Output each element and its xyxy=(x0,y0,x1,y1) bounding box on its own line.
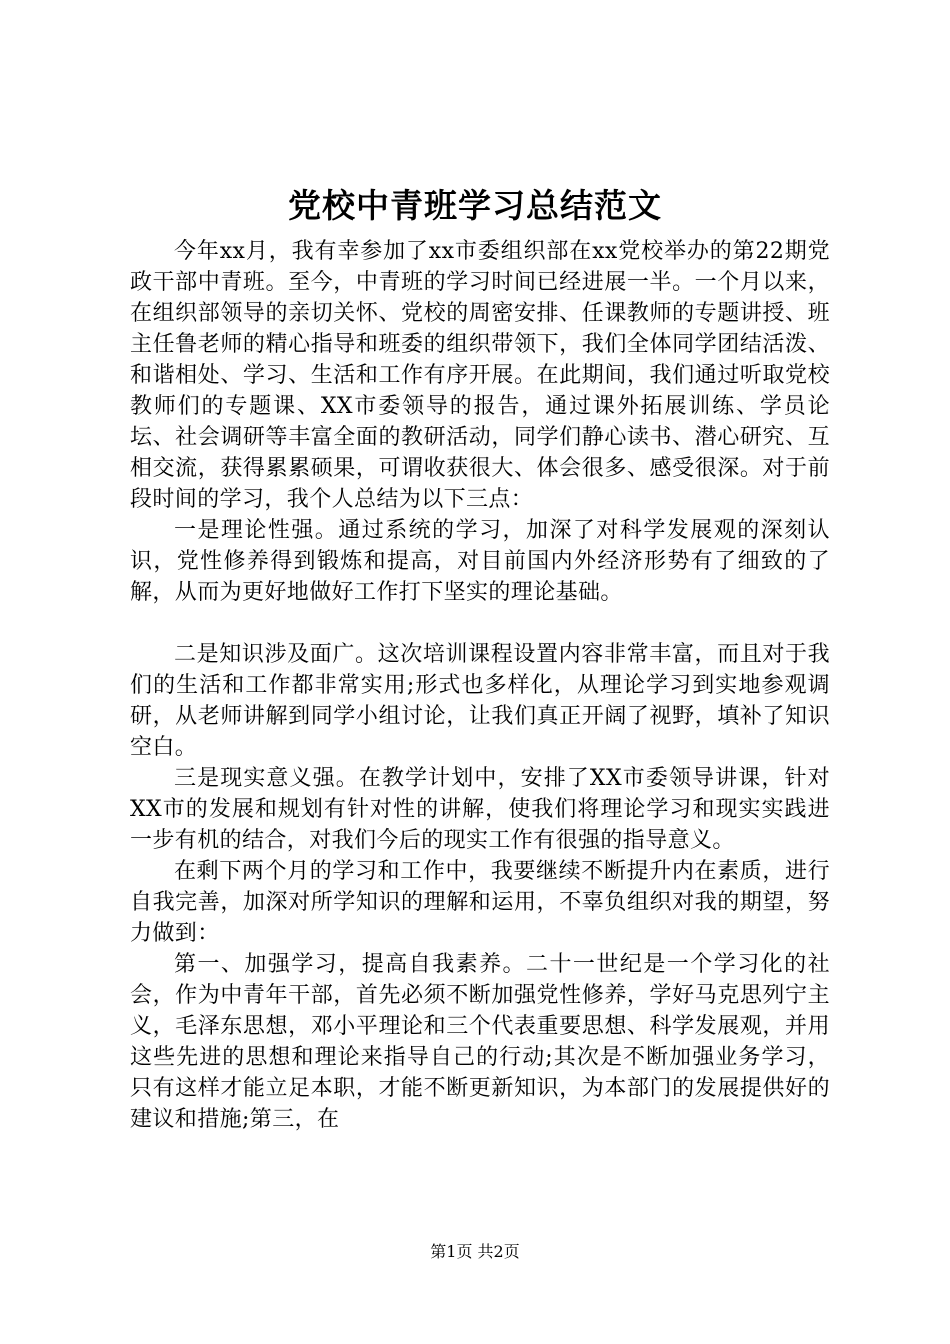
paragraph-point-two: 二是知识涉及面广。这次培训课程设置内容非常丰富，而且对于我们的生活和工作都非常实用;形式也多样化，从理论学习到实地参观调研，从老师讲解到同学小组讨论，让我们真正开阔了视野，填补了知识空白。 xyxy=(130,642,830,760)
paragraph-first-goal: 第一、加强学习，提高自我素养。二十一世纪是一个学习化的社会，作为中青年干部，首先必须不断加强党性修养，学好马克思列宁主义，毛泽东思想，邓小平理论和三个代表重要思想、科学发展观，并用这些先进的思想和理论来指导自己的行动;其次是不断加强业务学习，只有这样才能立足本职，才能不断更新知识，为本部门的发展提供好的建议和措施;第三，在 xyxy=(130,952,830,1132)
paragraph-plan: 在剩下两个月的学习和工作中，我要继续不断提升内在素质，进行自我完善，加深对所学知识的理解和运用，不辜负组织对我的期望，努力做到： xyxy=(130,859,830,946)
paragraph-point-three: 三是现实意义强。在教学计划中，安排了XX市委领导讲课，针对XX市的发展和规划有针对性的讲解，使我们将理论学习和现实实践进一步有机的结合，对我们今后的现实工作有很强的指导意义。 xyxy=(130,766,830,853)
paragraph-intro: 今年xx月，我有幸参加了xx市委组织部在xx党校举办的第22期党政干部中青班。至今，中青班的学习时间已经进展一半。一个月以来，在组织部领导的亲切关怀、党校的周密安排、任课教师的专题讲授、班主任鲁老师的精心指导和班委的组织带领下，我们全体同学团结活泼、和谐相处、学习、生活和工作有序开展。在此期间，我们通过听取党校教师们的专题课、XX市委领导的报告，通过课外拓展训练、学员论坛、社会调研等丰富全面的教研活动，同学们静心读书、潜心研究、互相交流，获得累累硕果，可谓收获很大、体会很多、感受很深。对于前段时间的学习，我个人总结为以下三点： xyxy=(130,239,830,512)
page-footer: 第1页 共2页 xyxy=(430,1242,520,1261)
document-title: 党校中青班学习总结范文 xyxy=(288,186,662,225)
document-body xyxy=(130,236,830,1135)
paragraph-point-one: 一是理论性强。通过系统的学习，加深了对科学发展观的深刻认识，党性修养得到锻炼和提高，对目前国内外经济形势有了细致的了解，从而为更好地做好工作打下坚实的理论基础。 xyxy=(130,518,830,605)
